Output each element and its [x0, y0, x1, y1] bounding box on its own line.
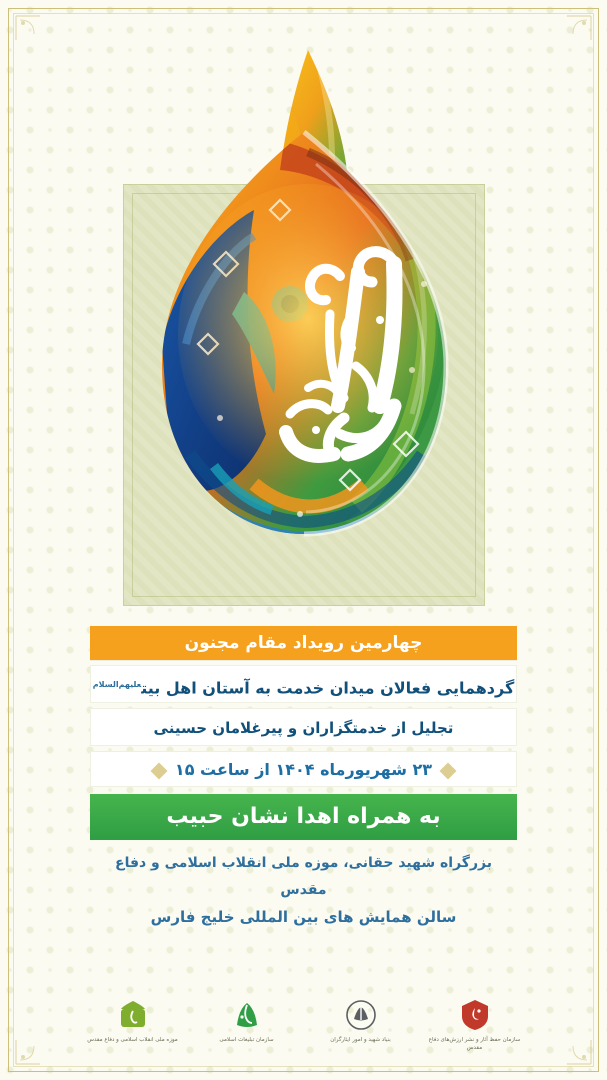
poster-artwork	[0, 14, 607, 626]
logo-item	[87, 998, 179, 1044]
venue-block	[90, 850, 517, 932]
diamond-ornament-icon	[440, 762, 457, 779]
gathering-text: گردهمایی فعالان میدان خدمت به آستان اهل بیت	[141, 678, 515, 698]
tablighat-logo-icon	[201, 998, 293, 1032]
event-title-band: چهارمین رویداد مقام مجنون	[90, 626, 517, 660]
basij-logo-icon	[315, 998, 407, 1032]
logo-caption: بنیاد شهید و امور ایثارگران	[330, 1036, 391, 1043]
honorific-sup: علیهم‌السلام	[92, 680, 142, 689]
date-line	[90, 751, 517, 787]
award-band: به همراه اهدا نشان حبیب	[90, 794, 517, 840]
flame-teardrop-artwork	[94, 14, 514, 626]
logo-caption: سازمان حفظ آثار و نشر ارزش‌های دفاع مقدس	[428, 1036, 521, 1051]
footer-divider	[120, 1061, 487, 1062]
venue-line-2: سالن همایش های بین المللی خلیج فارس	[150, 908, 457, 927]
gathering-line	[90, 665, 517, 703]
shahid-logo-icon	[429, 998, 521, 1032]
date-text: ۲۳ شهریورماه ۱۴۰۴ از ساعت ۱۵	[174, 760, 433, 779]
logo-item	[201, 998, 293, 1044]
sponsor-logo-row	[0, 998, 607, 1053]
logo-caption: موزه ملی انقلاب اسلامی و دفاع مقدس	[87, 1036, 178, 1043]
museum-logo-icon	[87, 998, 179, 1032]
logo-item	[315, 998, 407, 1044]
diamond-ornament-icon	[150, 762, 167, 779]
honor-line: تجلیل از خدمتگزاران و پیرغلامان حسینی	[90, 708, 517, 746]
logo-caption: سازمان تبلیغات اسلامی	[219, 1036, 274, 1043]
logo-item	[429, 998, 521, 1053]
poster-text-block	[90, 626, 517, 932]
venue-line-1: بزرگراه شهید حقانی، موزه ملی انقلاب اسلامی و دفاع مقدس	[115, 855, 492, 898]
